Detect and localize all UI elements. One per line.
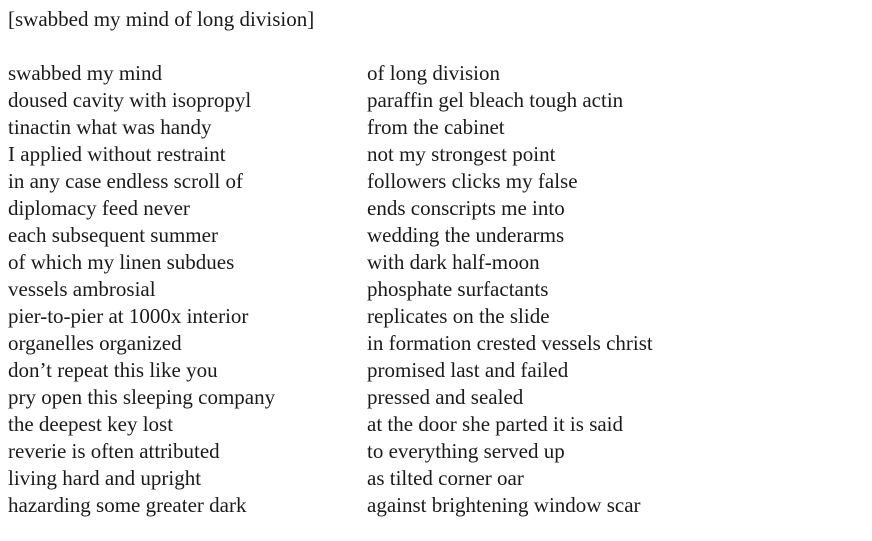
poem-line-left: in any case endless scroll of [8, 169, 244, 193]
poem-line-right: against brightening window scar [367, 493, 641, 517]
poem-line [8, 249, 868, 276]
poem-line-left: organelles organized [8, 331, 182, 355]
poem-line [8, 411, 868, 438]
poem-line-right: not my strongest point [367, 142, 556, 166]
poem-line-right: promised last and failed [367, 358, 569, 382]
poem-line [8, 492, 868, 519]
poem-line [8, 114, 868, 141]
poem-line-right: with dark half-moon [367, 250, 540, 274]
poem-line-right: replicates on the slide [367, 304, 550, 328]
poem-line-left: diplomacy feed never [8, 196, 190, 220]
poem-line-right: pressed and sealed [367, 385, 524, 409]
poem-line-right: at the door she parted it is said [367, 412, 624, 436]
poem-line-left: hazarding some greater dark [8, 493, 247, 517]
poem [8, 6, 868, 519]
poem-line-left: doused cavity with isopropyl [8, 88, 252, 112]
poem-line-right: to everything served up [367, 439, 565, 463]
poem-line-left: of which my linen subdues [8, 250, 235, 274]
poem-line-left: swabbed my mind [8, 61, 162, 85]
poem-line-right: wedding the underarms [367, 223, 565, 247]
poem-title: [swabbed my mind of long division] [8, 7, 315, 31]
poem-line [8, 60, 868, 87]
poem-line-left: the deepest key lost [8, 412, 174, 436]
poem-line-left: each subsequent summer [8, 223, 218, 247]
poem-line [8, 330, 868, 357]
poem-line [8, 384, 868, 411]
poem-line-left: tinactin what was handy [8, 115, 212, 139]
poem-line-left: I applied without restraint [8, 142, 226, 166]
poem-line-right: paraffin gel bleach tough actin [367, 88, 624, 112]
poem-line [8, 195, 868, 222]
poem-line [8, 357, 868, 384]
poem-stanza [8, 60, 868, 519]
poem-line [8, 141, 868, 168]
poem-line [8, 465, 868, 492]
poem-line [8, 276, 868, 303]
poem-line [8, 168, 868, 195]
poem-line-right: as tilted corner oar [367, 466, 524, 490]
poem-line [8, 303, 868, 330]
poem-line-right: followers clicks my false [367, 169, 578, 193]
poem-line-right: from the cabinet [367, 115, 505, 139]
poem-line-left: reverie is often attributed [8, 439, 220, 463]
poem-line-right: phosphate surfactants [367, 277, 549, 301]
poem-line-right: of long division [367, 61, 501, 85]
poem-line [8, 87, 868, 114]
poem-line-left: vessels ambrosial [8, 277, 156, 301]
poem-line [8, 222, 868, 249]
poem-line-left: pier-to-pier at 1000x interior [8, 304, 249, 328]
poem-line-left: don’t repeat this like you [8, 358, 218, 382]
poem-line-right: in formation crested vessels christ [367, 331, 653, 355]
poem-line-left: living hard and upright [8, 466, 202, 490]
poem-line-left: pry open this sleeping company [8, 385, 276, 409]
poem-line [8, 438, 868, 465]
poem-line-right: ends conscripts me into [367, 196, 565, 220]
